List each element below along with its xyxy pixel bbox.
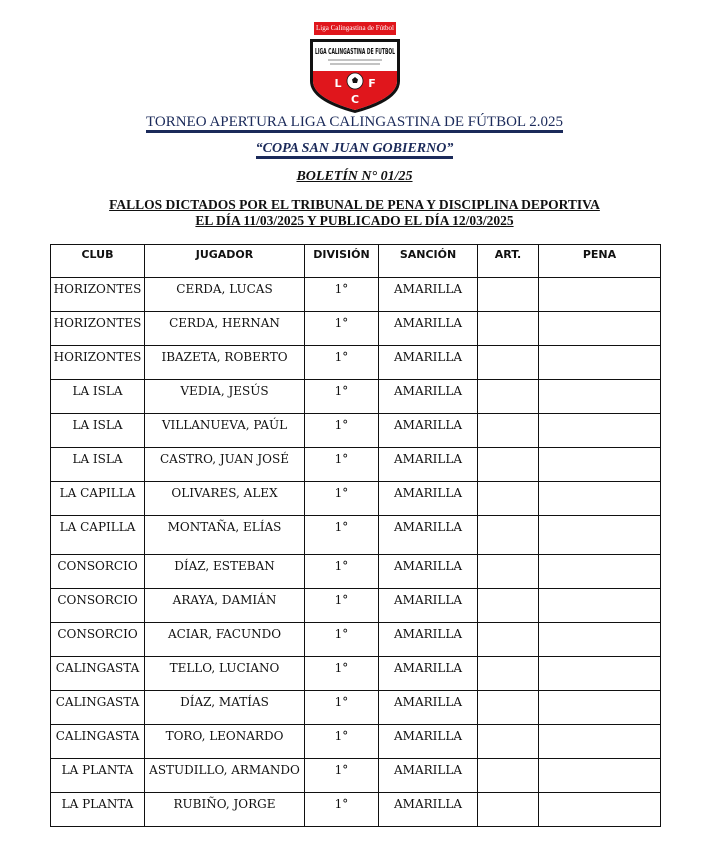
table-row: [51, 623, 661, 657]
club-cell: LA ISLA: [51, 414, 145, 448]
player-cell: CERDA, HERNAN: [145, 312, 305, 346]
pena-cell: [539, 278, 661, 312]
art-cell: [478, 448, 539, 482]
table-row: [51, 448, 661, 482]
club-cell: CALINGASTA: [51, 725, 145, 759]
division-cell: 1°: [305, 759, 379, 793]
player-cell: VILLANUEVA, PAÚL: [145, 414, 305, 448]
sanction-cell: AMARILLA: [379, 725, 478, 759]
logo-initial-c: C: [350, 93, 360, 106]
player-cell: ASTUDILLO, ARMANDO: [145, 759, 305, 793]
art-cell: [478, 516, 539, 555]
pena-cell: [539, 482, 661, 516]
logo-initial-f: F: [368, 77, 376, 90]
column-header-club: CLUB: [51, 245, 145, 278]
club-cell: CALINGASTA: [51, 691, 145, 725]
pena-cell: [539, 448, 661, 482]
art-cell: [478, 793, 539, 827]
division-cell: 1°: [305, 725, 379, 759]
logo-initial-l: L: [334, 77, 342, 90]
sanction-cell: AMARILLA: [379, 589, 478, 623]
column-header-pena: PENA: [539, 245, 661, 278]
pena-cell: [539, 589, 661, 623]
division-cell: 1°: [305, 312, 379, 346]
pena-cell: [539, 657, 661, 691]
player-cell: ACIAR, FACUNDO: [145, 623, 305, 657]
division-cell: 1°: [305, 691, 379, 725]
table-row: [51, 555, 661, 589]
sanction-cell: AMARILLA: [379, 657, 478, 691]
art-cell: [478, 346, 539, 380]
sanction-cell: AMARILLA: [379, 482, 478, 516]
division-cell: 1°: [305, 380, 379, 414]
sanction-cell: AMARILLA: [379, 448, 478, 482]
sanction-cell: AMARILLA: [379, 691, 478, 725]
art-cell: [478, 623, 539, 657]
table-row: [51, 312, 661, 346]
division-cell: 1°: [305, 448, 379, 482]
art-cell: [478, 657, 539, 691]
table-row: [51, 278, 661, 312]
table-header-row: [51, 245, 661, 278]
player-cell: TELLO, LUCIANO: [145, 657, 305, 691]
pena-cell: [539, 793, 661, 827]
pena-cell: [539, 725, 661, 759]
sanction-cell: AMARILLA: [379, 555, 478, 589]
club-cell: LA PLANTA: [51, 759, 145, 793]
pena-cell: [539, 312, 661, 346]
column-header-sanction: SANCIÓN: [379, 245, 478, 278]
table-row: [51, 482, 661, 516]
rulings-line-1: FALLOS DICTADOS POR EL TRIBUNAL DE PENA Y DISCIPLINA DEPORTIVA: [109, 197, 600, 212]
club-cell: CONSORCIO: [51, 555, 145, 589]
sanctions-table: [50, 244, 661, 827]
table-row: [51, 380, 661, 414]
art-cell: [478, 312, 539, 346]
division-cell: 1°: [305, 516, 379, 555]
sanction-cell: AMARILLA: [379, 623, 478, 657]
table-row: [51, 725, 661, 759]
division-cell: 1°: [305, 278, 379, 312]
pena-cell: [539, 691, 661, 725]
table-row: [51, 657, 661, 691]
cup-title: “COPA SAN JUAN GOBIERNO”: [0, 141, 709, 157]
table-row: [51, 759, 661, 793]
club-cell: LA CAPILLA: [51, 482, 145, 516]
club-cell: HORIZONTES: [51, 312, 145, 346]
rulings-heading: [0, 197, 709, 229]
division-cell: 1°: [305, 414, 379, 448]
pena-cell: [539, 623, 661, 657]
player-cell: IBAZETA, ROBERTO: [145, 346, 305, 380]
pena-cell: [539, 759, 661, 793]
shield-icon: [306, 35, 404, 114]
division-cell: 1°: [305, 623, 379, 657]
rulings-line-2: EL DÍA 11/03/2025 Y PUBLICADO EL DÍA 12/03/2025: [195, 213, 514, 228]
art-cell: [478, 555, 539, 589]
player-cell: VEDIA, JESÚS: [145, 380, 305, 414]
art-cell: [478, 589, 539, 623]
player-cell: MONTAÑA, ELÍAS: [145, 516, 305, 555]
division-cell: 1°: [305, 589, 379, 623]
club-cell: HORIZONTES: [51, 346, 145, 380]
club-cell: LA ISLA: [51, 380, 145, 414]
art-cell: [478, 278, 539, 312]
pena-cell: [539, 516, 661, 555]
pena-cell: [539, 414, 661, 448]
pena-cell: [539, 346, 661, 380]
league-logo: [306, 20, 404, 114]
bulletin-number: BOLETÍN N° 01/25: [296, 169, 413, 184]
club-cell: CONSORCIO: [51, 623, 145, 657]
player-cell: ARAYA, DAMIÁN: [145, 589, 305, 623]
column-header-division: DIVISIÓN: [305, 245, 379, 278]
sanction-cell: AMARILLA: [379, 278, 478, 312]
player-cell: TORO, LEONARDO: [145, 725, 305, 759]
table-row: [51, 346, 661, 380]
division-cell: 1°: [305, 482, 379, 516]
club-cell: CONSORCIO: [51, 589, 145, 623]
sanction-cell: AMARILLA: [379, 380, 478, 414]
club-cell: LA ISLA: [51, 448, 145, 482]
club-cell: LA CAPILLA: [51, 516, 145, 555]
column-header-art: ART.: [478, 245, 539, 278]
player-cell: DÍAZ, MATÍAS: [145, 691, 305, 725]
club-cell: CALINGASTA: [51, 657, 145, 691]
table-row: [51, 516, 661, 555]
player-cell: CERDA, LUCAS: [145, 278, 305, 312]
player-cell: RUBIÑO, JORGE: [145, 793, 305, 827]
table-row: [51, 691, 661, 725]
club-cell: LA PLANTA: [51, 793, 145, 827]
division-cell: 1°: [305, 793, 379, 827]
art-cell: [478, 482, 539, 516]
division-cell: 1°: [305, 555, 379, 589]
column-header-player: JUGADOR: [145, 245, 305, 278]
division-cell: 1°: [305, 657, 379, 691]
pena-cell: [539, 380, 661, 414]
art-cell: [478, 725, 539, 759]
art-cell: [478, 691, 539, 725]
sanction-cell: AMARILLA: [379, 312, 478, 346]
division-cell: 1°: [305, 346, 379, 380]
table-row: [51, 793, 661, 827]
sanction-cell: AMARILLA: [379, 759, 478, 793]
tournament-title: TORNEO APERTURA LIGA CALINGASTINA DE FÚTBOL 2.025: [0, 114, 709, 131]
art-cell: [478, 414, 539, 448]
player-cell: CASTRO, JUAN JOSÉ: [145, 448, 305, 482]
sanction-cell: AMARILLA: [379, 414, 478, 448]
art-cell: [478, 759, 539, 793]
sanction-cell: AMARILLA: [379, 793, 478, 827]
player-cell: OLIVARES, ALEX: [145, 482, 305, 516]
logo-banner: Liga Calingastina de Fútbol: [314, 22, 396, 35]
table-row: [51, 414, 661, 448]
sanction-cell: AMARILLA: [379, 516, 478, 555]
table-row: [51, 589, 661, 623]
art-cell: [478, 380, 539, 414]
club-cell: HORIZONTES: [51, 278, 145, 312]
pena-cell: [539, 555, 661, 589]
player-cell: DÍAZ, ESTEBAN: [145, 555, 305, 589]
logo-shield-text: LIGA CALINGASTINA DE FUTBOL: [315, 47, 396, 56]
sanction-cell: AMARILLA: [379, 346, 478, 380]
